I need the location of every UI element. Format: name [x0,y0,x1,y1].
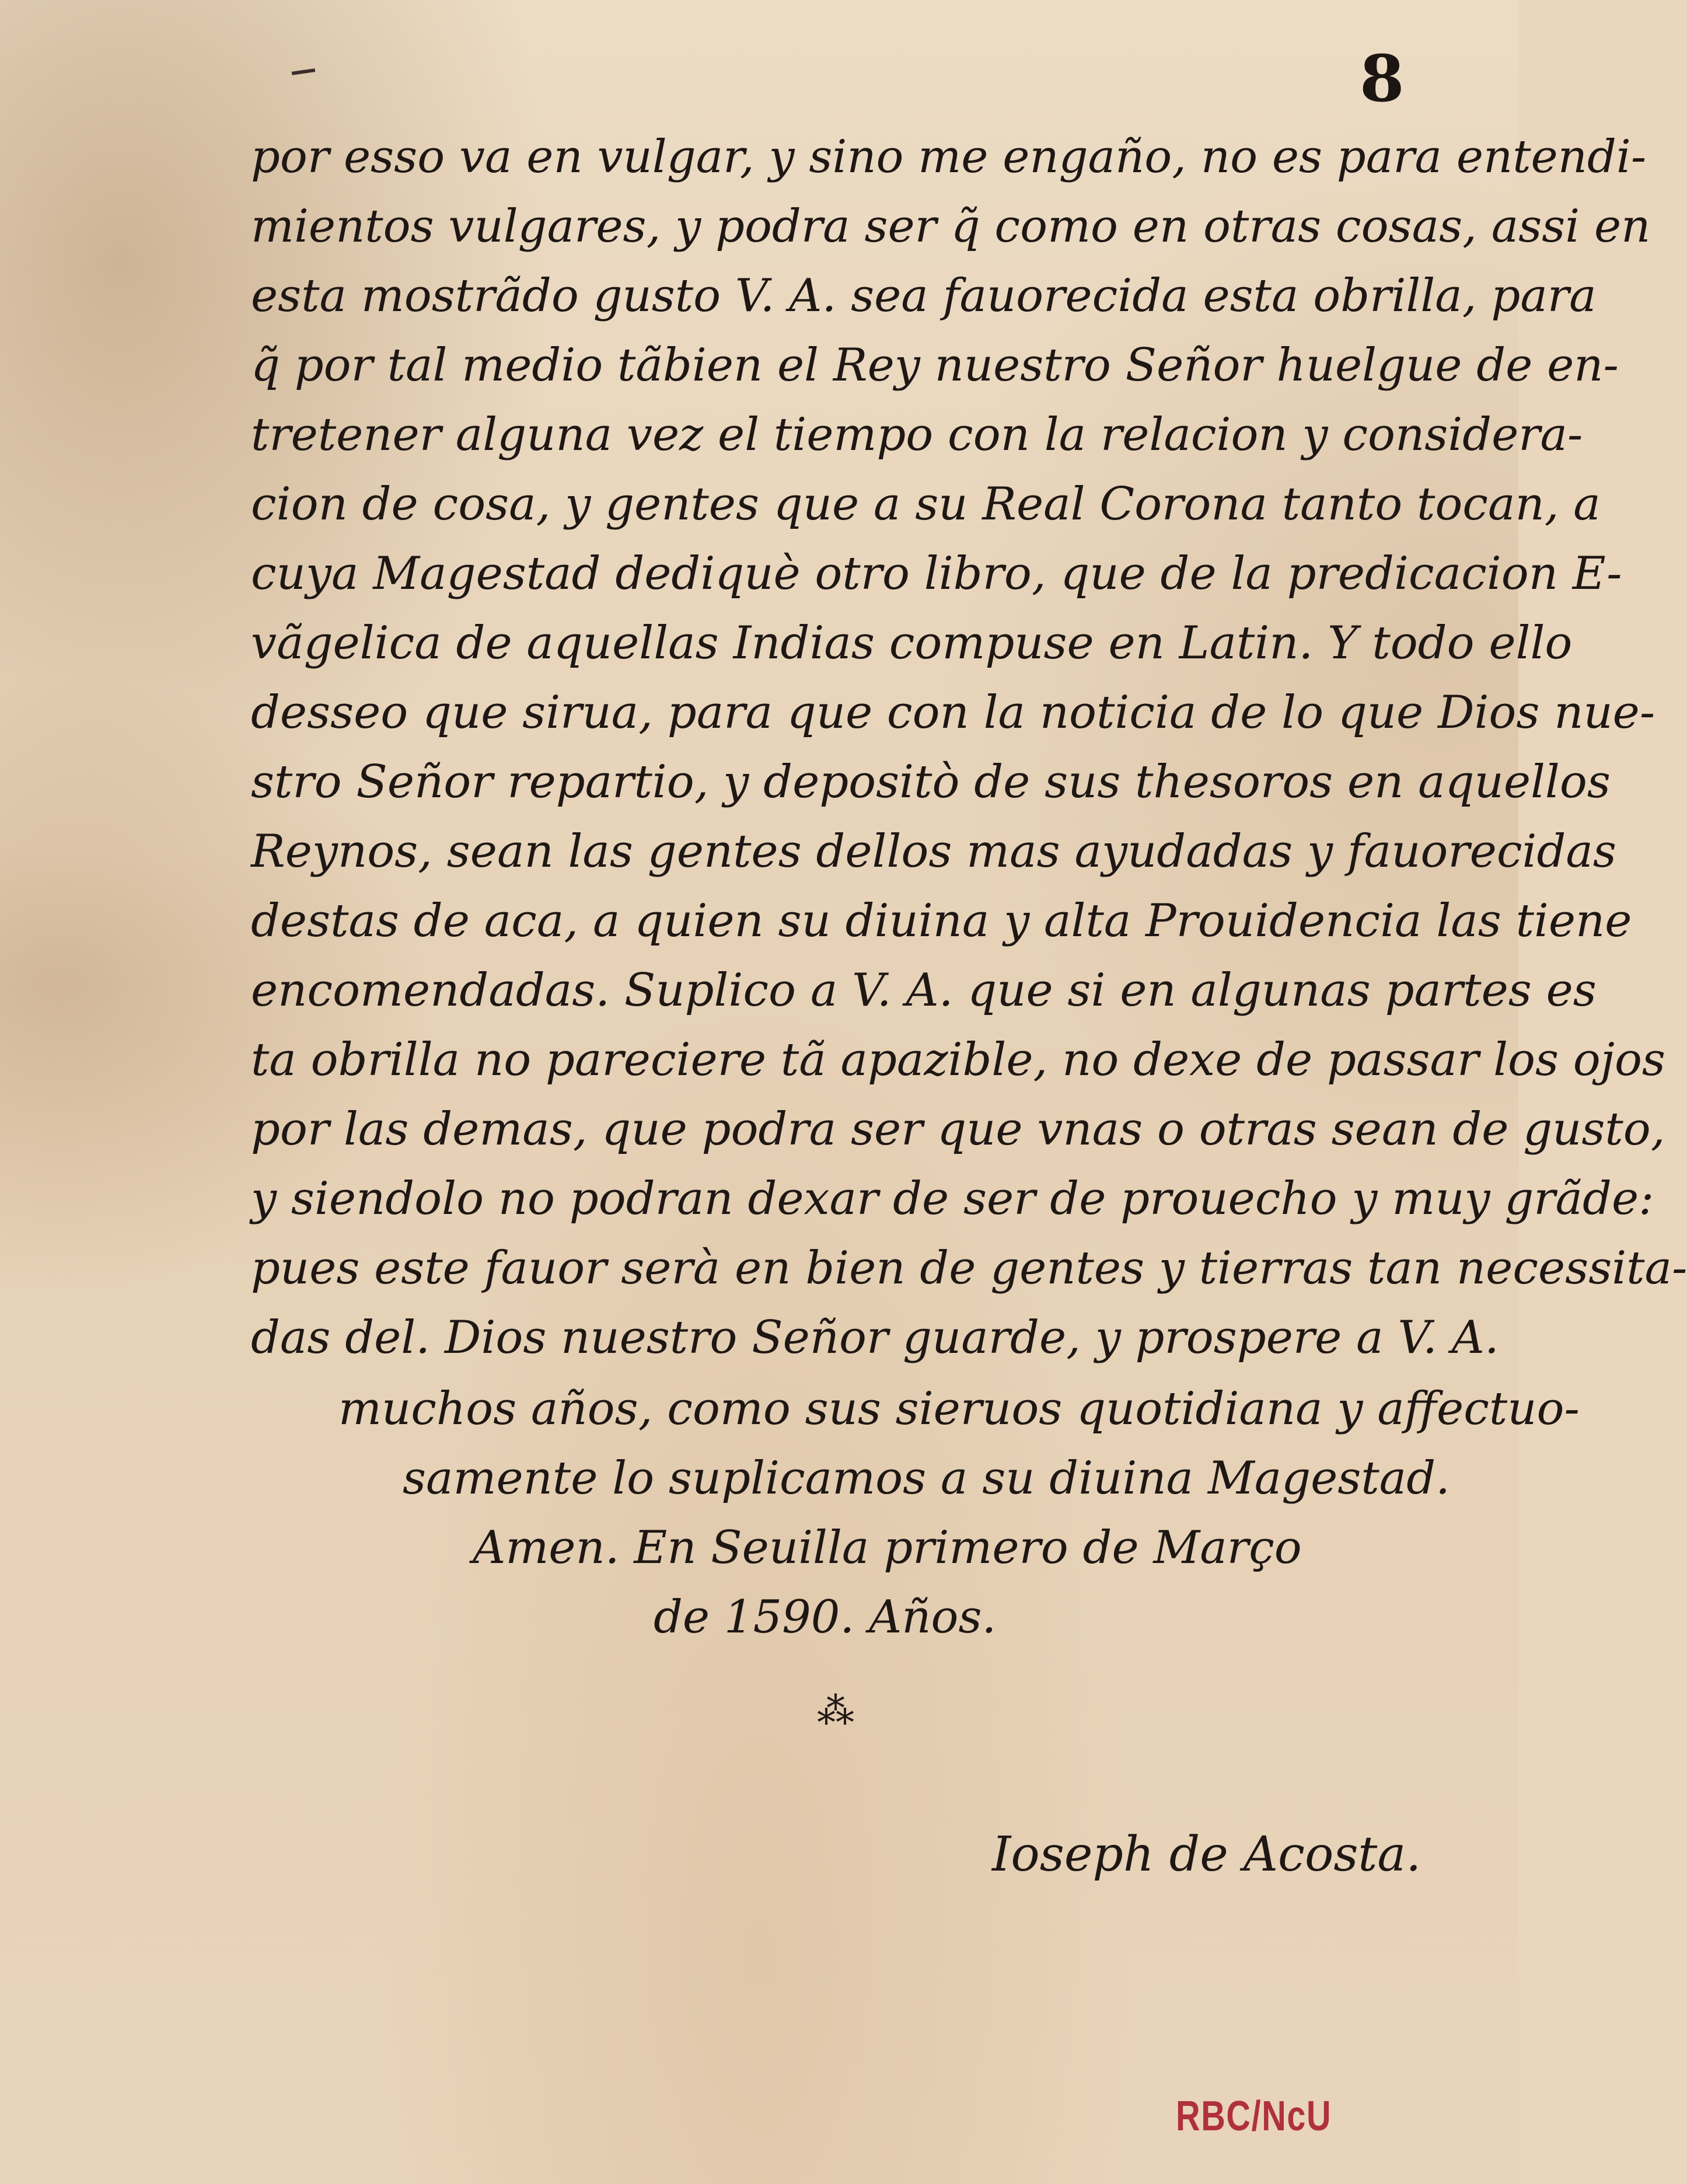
closing-line: samente lo suplicamos a su diuina Magestad. [403,1452,1450,1505]
asterism-ornament: ⁂ [817,1690,857,1733]
text-line: esta mostrãdo gusto V. A. sea fauorecida esta obrilla, para [251,270,1597,322]
text-line: dessео que sirua, para que con la noticia de lo que Dios nue- [251,686,1655,739]
closing-line: muchos años, como sus sieruos quotidiana y affectuo- [338,1383,1580,1435]
text-line: tretener alguna vez el tiempo con la relacion y considera- [251,409,1583,461]
text-line: y siendolo no podran dexar de ser de prouecho y muy grãde: [251,1173,1654,1225]
closing-line: Amen. En Seuilla primero de Março [473,1522,1302,1574]
text-line: vãgelica de aquellas Indias compuse en Latin. Y todo ello [251,617,1573,669]
text-line: pues este fauor serà en bien de gentes y tierras tan necessita- [251,1242,1687,1295]
text-line: cuya Magestad dediquè otro libro, que de la predicacion E- [251,547,1622,600]
body-text [251,123,1687,1373]
page-number: 8 [1360,41,1405,116]
text-line: ta obrilla no pareciere tã apazible, no dexe de passar los ojos [251,1034,1665,1086]
text-line: stro Señor repartio, y depositò de sus thesoros en aquellos [251,756,1611,808]
text-line: q̃ por tal medio tãbien el Rey nuestro Señor huelgue de en- [251,339,1619,392]
text-line: cion de cosa, y gentes que a su Real Corona tanto tocan, a [251,478,1601,531]
text-line: por las demas, que podra ser que vnas o otras sean de gusto, [251,1103,1665,1156]
library-stamp: RBC/NcU [1176,2093,1332,2140]
closing-block [0,1374,1580,1652]
text-line: por esso va en vulgar, y sino me engaño, no es para entendi- [251,131,1647,183]
text-line: das del. Dios nuestro Señor guarde, y prospere a V. A. [251,1311,1499,1364]
signature: Ioseph de Acosta. [992,1827,1421,1882]
text-line: destas de aca, a quien su diuina y alta Prouidencia las tiene [251,895,1632,947]
text-line: Reynos, sean las gentes dellos mas ayudadas y fauorecidas [251,825,1616,878]
closing-line: de 1590. Años. [654,1591,997,1644]
text-line: mientos vulgares, y podra ser q̃ como en otras cosas, assi en [251,200,1651,253]
ink-mark [292,68,315,75]
text-line: encomendadas. Suplico a V. A. que si en algunas partes es [251,964,1597,1017]
